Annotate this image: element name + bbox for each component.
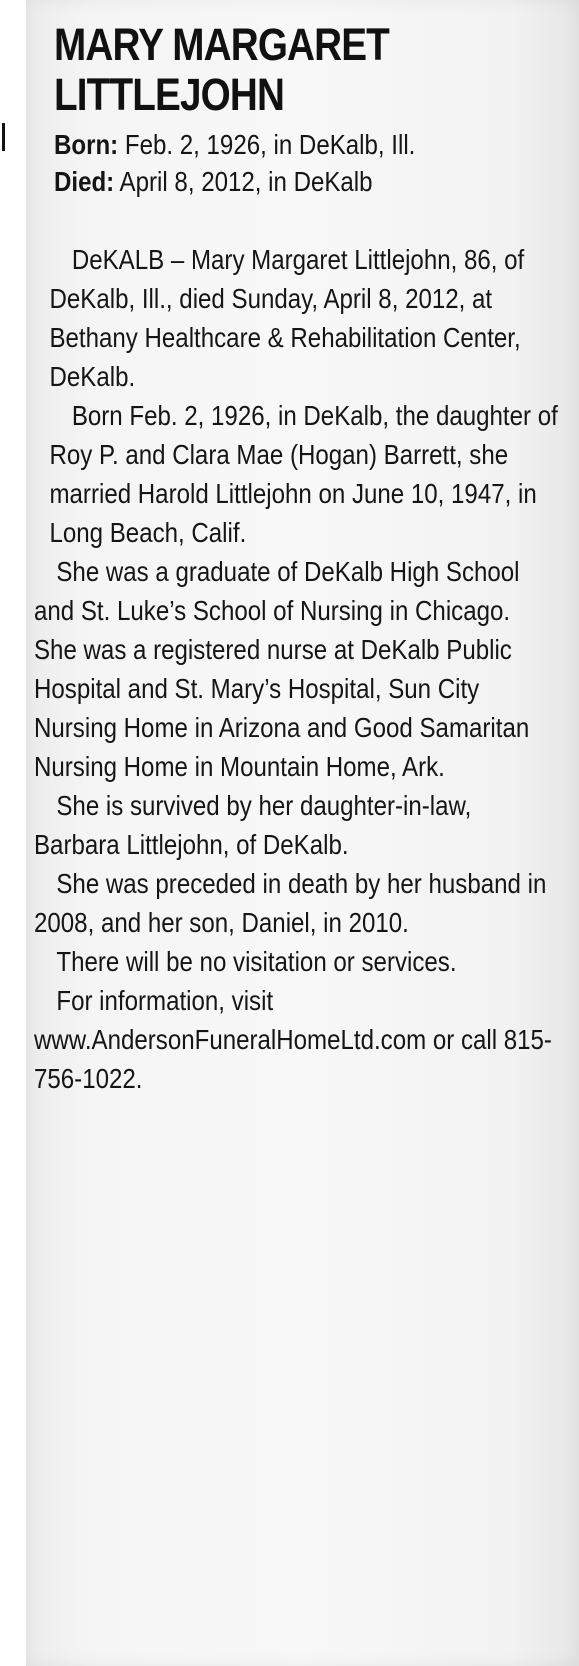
obituary-body xyxy=(34,240,559,1098)
margin-mark xyxy=(2,123,5,151)
paragraph-birth-marriage: Born Feb. 2, 1926, in DeKalb, the daughter of Roy P. and Clara Mae (Hogan) Barrett, she married Harold Littlejohn on June 10, 1947, in Long Beach, Calif. xyxy=(49,400,558,548)
vital-dates xyxy=(54,126,484,200)
paragraph-preceded: She was preceded in death by her husband in 2008, and her son, Daniel, in 2010. xyxy=(34,868,547,938)
born-value: Feb. 2, 1926, in DeKalb, Ill. xyxy=(124,129,416,160)
paragraph-survivors: She is survived by her daughter-in-law, Barbara Littlejohn, of DeKalb. xyxy=(34,790,472,860)
died-value: April 8, 2012, in DeKalb xyxy=(119,166,373,197)
paragraph-contact: For information, visit www.AndersonFuneralHomeLtd.com or call 815-756-1022. xyxy=(34,985,552,1094)
obituary-name: MARY MARGARET LITTLEJOHN xyxy=(54,19,389,120)
born-line xyxy=(54,126,484,163)
died-label: Died: xyxy=(54,166,115,197)
born-label: Born: xyxy=(54,129,119,160)
obituary-article xyxy=(34,20,572,1098)
died-line xyxy=(54,163,484,200)
paragraph-death-notice: DeKALB – Mary Margaret Littlejohn, 86, of DeKalb, Ill., died Sunday, April 8, 2012, at Bethany Healthcare & Rehabilitation Center, DeKalb. xyxy=(49,244,525,392)
paragraph-services: There will be no visitation or services. xyxy=(56,946,457,977)
paragraph-education-career: She was a graduate of DeKalb High School and St. Luke’s School of Nursing in Chicago. She was a registered nurse at DeKalb Public Hospital and St. Mary’s Hospital, Sun City Nursing Home in Arizona and Good Samaritan Nursing Home in Mountain Home, Ark. xyxy=(34,556,530,782)
